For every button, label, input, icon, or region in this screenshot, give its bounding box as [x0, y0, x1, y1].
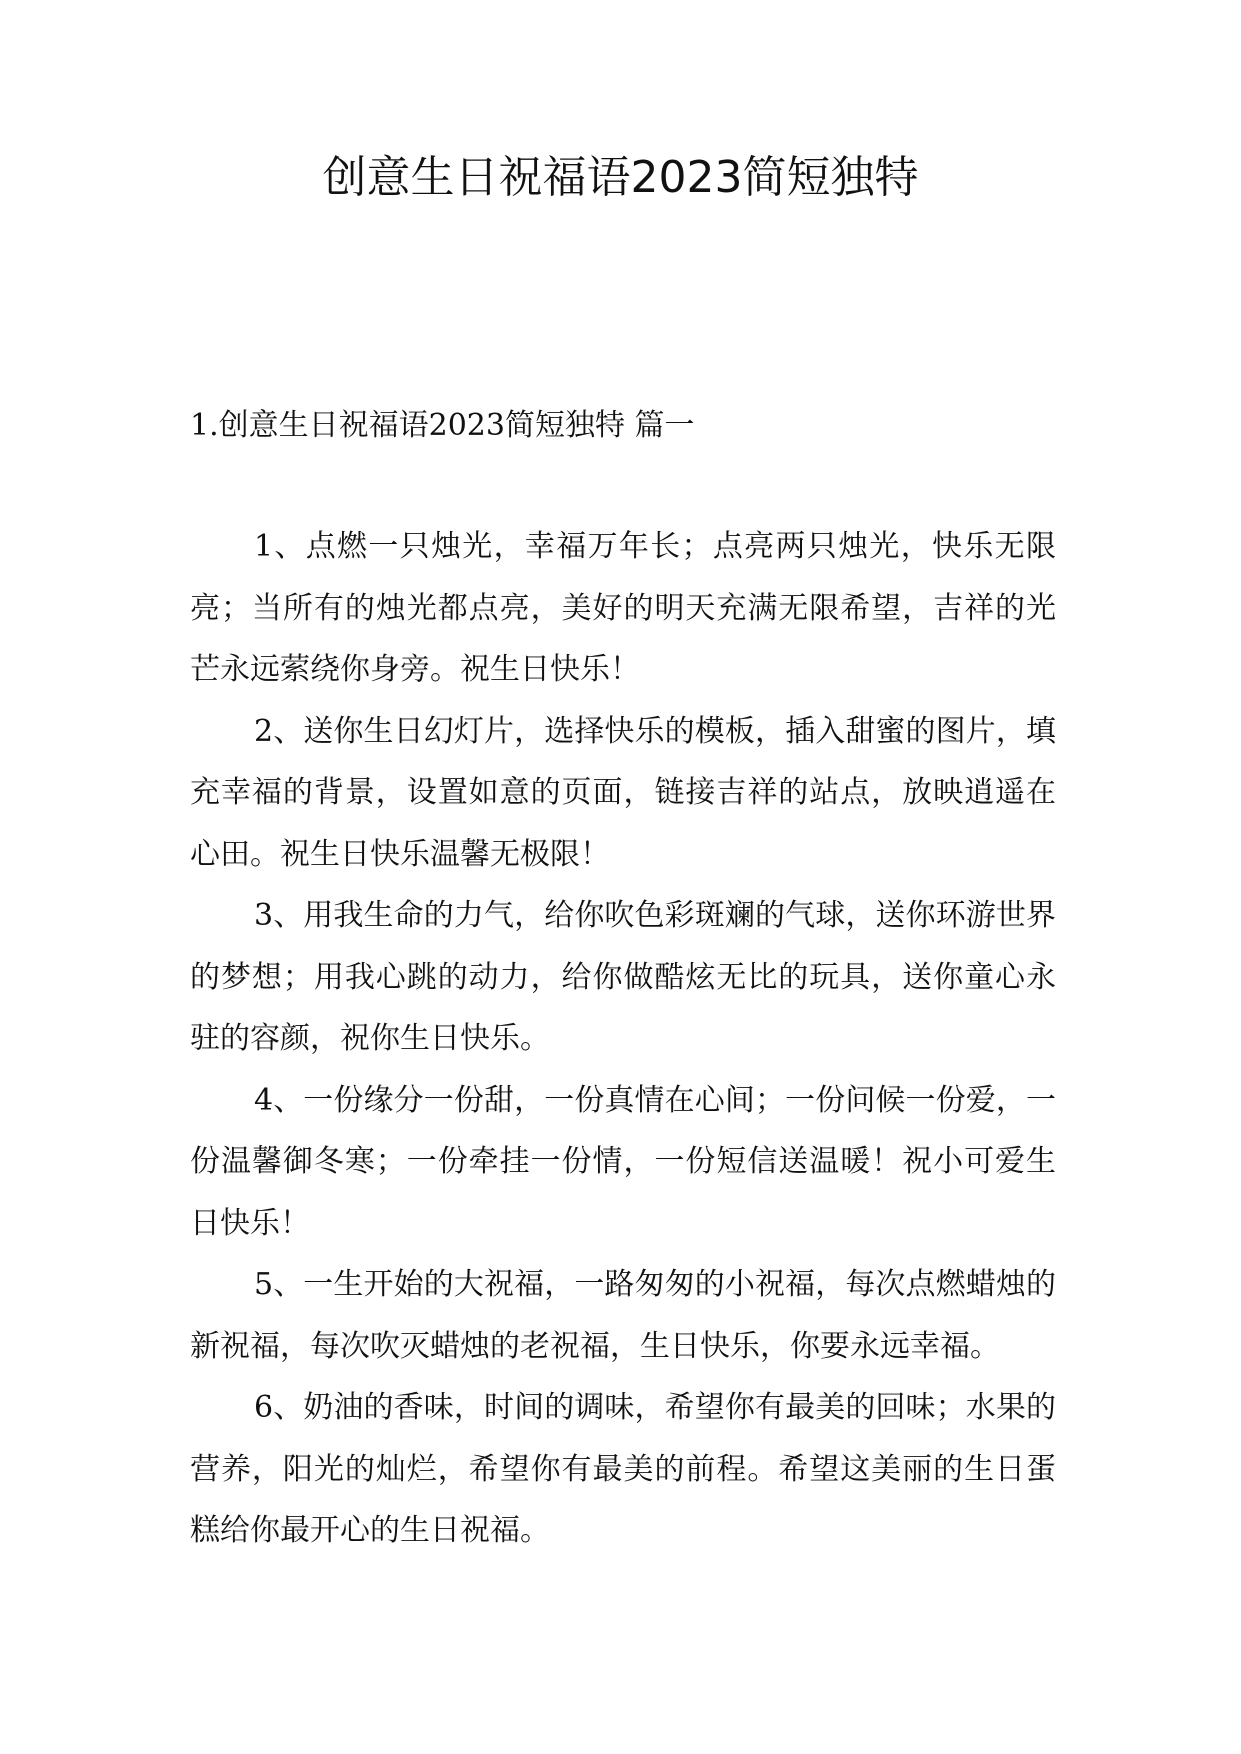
paragraph-2: 2、送你生日幻灯片，选择快乐的模板，插入甜蜜的图片，填充幸福的背景，设置如意的页面，链接吉祥的站点，放映逍遥在心田。祝生日快乐温馨无极限！ — [190, 713, 1056, 872]
document-title: 创意生日祝福语2023简短独特 — [322, 152, 919, 203]
paragraph-5: 5、一生开始的大祝福，一路匆匆的小祝福，每次点燃蜡烛的新祝福，每次吹灭蜡烛的老祝福，生日快乐，你要永远幸福。 — [190, 1267, 1056, 1364]
paragraph-6: 6、奶油的香味，时间的调味，希望你有最美的回味；水果的营养，阳光的灿烂，希望你有最美的前程。希望这美丽的生日蛋糕给你最开心的生日祝福。 — [190, 1390, 1056, 1548]
document-body — [190, 516, 1056, 1562]
paragraph-4: 4、一份缘分一份甜，一份真情在心间；一份问候一份爱，一份温馨御冬寒；一份牵挂一份情，一份短信送温暖！祝小可爱生日快乐！ — [190, 1082, 1056, 1241]
paragraph-3: 3、用我生命的力气，给你吹色彩斑斓的气球，送你环游世界的梦想；用我心跳的动力，给你做酷炫无比的玩具，送你童心永驻的容颜，祝你生日快乐。 — [190, 898, 1056, 1056]
paragraph-1: 1、点燃一只烛光，幸福万年长；点亮两只烛光，快乐无限亮；当所有的烛光都点亮，美好的明天充满无限希望，吉祥的光芒永远萦绕你身旁。祝生日快乐！ — [190, 529, 1056, 687]
section-heading: 1.创意生日祝福语2023简短独特 篇一 — [190, 408, 695, 443]
